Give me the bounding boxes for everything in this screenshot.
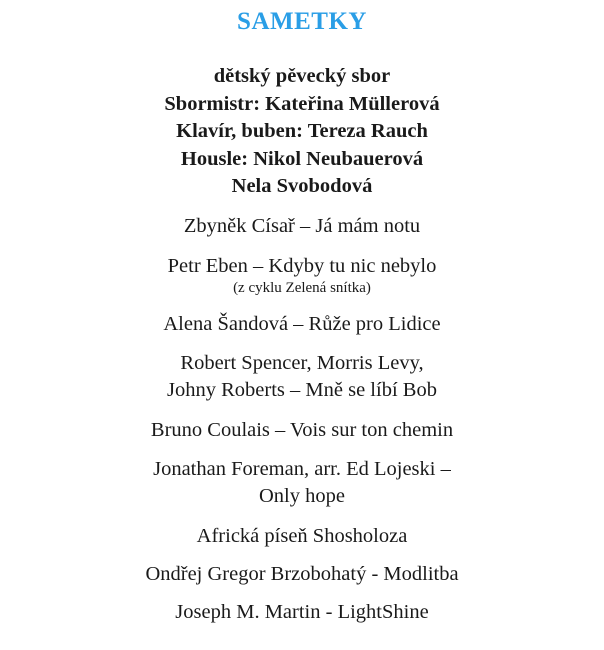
program-item [0, 253, 604, 297]
program-item-line: Johny Roberts – Mně se líbí Bob [167, 379, 437, 401]
program-item-line: Only hope [259, 485, 345, 507]
ensemble-info [0, 63, 604, 201]
program-item [0, 456, 604, 510]
program-item [0, 417, 604, 444]
piano-drum-performer: Klavír, buben: Tereza Rauch [176, 120, 428, 142]
program-item [0, 561, 604, 588]
program-item-line: Joseph M. Martin - LightShine [175, 601, 429, 623]
program-item-line: Zbyněk Císař – Já mám notu [183, 215, 421, 237]
program-item-note: (z cyklu Zelená snítka) [233, 280, 371, 296]
program-item [0, 311, 604, 338]
program-item [0, 599, 604, 626]
ensemble-title: SAMETKY [237, 8, 367, 35]
choirmaster: Sbormistr: Kateřina Müllerová [164, 92, 440, 115]
program-item-line: Africká píseň Shosholoza [196, 525, 408, 547]
program-item-line: Alena Šandová – Růže pro Lidice [163, 313, 441, 335]
program-item [0, 213, 604, 240]
program-item-line: Jonathan Foreman, arr. Ed Lojeski – [153, 458, 451, 480]
program-item-line: Bruno Coulais – Vois sur ton chemin [150, 419, 454, 441]
violin-performer-2: Nela Svobodová [231, 175, 373, 197]
program-item-line: Ondřej Gregor Brzobohatý - Modlitba [145, 563, 459, 585]
program-item [0, 350, 604, 404]
ensemble-description: dětský pěvecký sbor [213, 65, 391, 87]
violin-performer: Housle: Nikol Neubauerová [180, 147, 424, 170]
program-item [0, 523, 604, 550]
program-item-line: Petr Eben – Kdyby tu nic nebylo [167, 255, 437, 277]
program-list [0, 213, 604, 626]
program-item-line: Robert Spencer, Morris Levy, [180, 352, 424, 374]
